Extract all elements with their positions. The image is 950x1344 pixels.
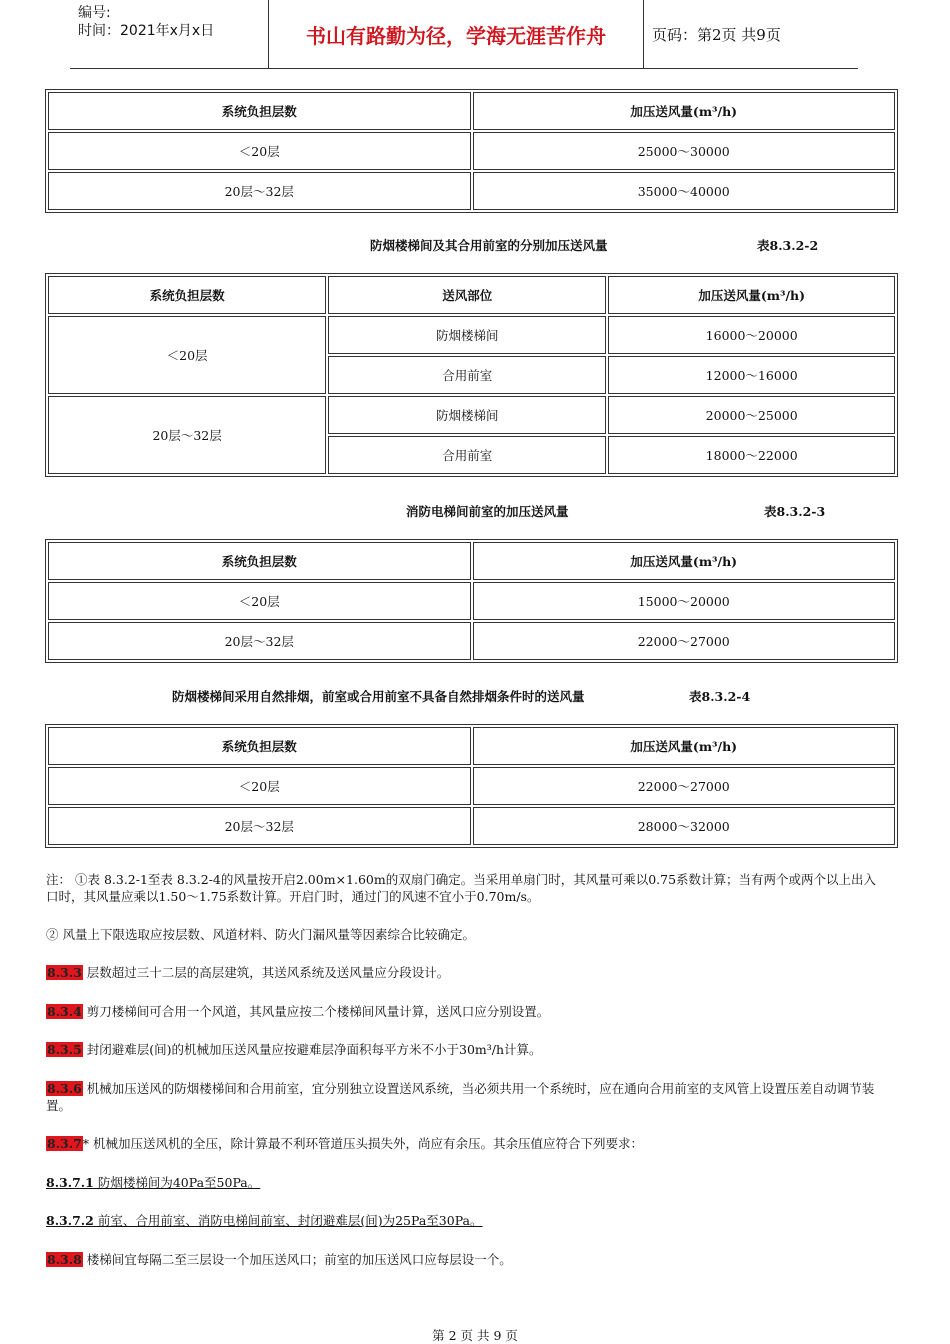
cell-location: 合用前室 [328,356,606,394]
cell-airflow: 18000～22000 [608,436,895,474]
clause-number: 8.3.8 [47,1252,82,1267]
note-1: 注： ①表 8.3.2-1至表 8.3.2-4的风量按开启2.00m×1.60m的双扇门确定。当采用单扇门时，其风量可乘以0.75系数计算；当有两个或两个以上出入口时，其风量应乘以1.50～1.75系数计算。开启门时，通过门的风速不宜小于0.70m/s。 [46,872,877,904]
cell-airflow: 22000～27000 [473,622,896,660]
cell-airflow: 16000～20000 [608,316,895,354]
clause-text: 层数超过三十二层的高层建筑，其送风系统及送风量应分段设计。 [82,965,450,980]
clause-text: 前室、合用前室、消防电梯间前室、封闭避难层(间)为25Pa至30Pa。 [93,1213,483,1228]
cell-floors: ＜20层 [48,767,471,805]
table-8-3-2-4 [45,724,898,848]
table-8-3-2-2 [45,273,898,477]
clause-text: 剪刀楼梯间可合用一个风道，其风量应按二个楼梯间风量计算，送风口应分别设置。 [82,1004,550,1019]
cell-airflow: 25000～30000 [473,132,896,170]
cell-airflow: 12000～16000 [608,356,895,394]
cell-floors: 20层～32层 [48,172,471,210]
col-header: 加压送风量(m³/h) [473,542,896,580]
table-8-3-2-3 [45,539,898,663]
table-row [48,316,895,354]
table-row [48,396,895,434]
table-row [48,132,895,170]
col-header: 送风部位 [328,276,606,314]
clause-8-3-7-1 [46,1174,882,1191]
cell-floors: 20层～32层 [48,396,326,474]
cell-floors: ＜20层 [48,132,471,170]
cell-airflow: 22000～27000 [473,767,896,805]
cell-floors: ＜20层 [48,582,471,620]
cell-airflow: 15000～20000 [473,582,896,620]
col-header: 加压送风量(m³/h) [473,727,896,765]
note-2: ② 风量上下限选取应按层数、风道材料、防火门漏风量等因素综合比较确定。 [46,927,475,942]
header-meta [78,4,268,40]
table-header-row [48,92,895,130]
clause-number: 8.3.7.2 [46,1213,94,1228]
cell-floors: 20层～32层 [48,807,471,845]
clause-number: 8.3.4 [47,1004,82,1019]
col-header: 系统负担层数 [48,542,471,580]
table-caption [370,236,608,254]
clause-8-3-6 [46,1080,882,1114]
cell-floors: 20层～32层 [48,622,471,660]
cell-airflow: 20000～25000 [608,396,895,434]
col-header: 系统负担层数 [48,276,326,314]
header-motto: 书山有路勤为径，学海无涯苦作舟 [306,23,606,48]
clause-text: 机械加压送风的防烟楼梯间和合用前室，宜分别独立设置送风系统，当必须共用一个系统时，应在通向合用前室的支风管上设置压差自动调节装置。 [46,1081,875,1113]
clause-number: 8.3.5 [47,1042,82,1057]
clause-text: 楼梯间宜每隔二至三层设一个加压送风口；前室的加压送风口应每层设一个。 [82,1252,512,1267]
header-divider [643,0,644,68]
clause-8-3-4 [46,1003,882,1020]
time-label: 时间：2021年x月x日 [78,23,215,39]
clause-number: 8.3.6 [47,1081,82,1096]
table-header-row [48,542,895,580]
cell-location: 合用前室 [328,436,606,474]
table-caption: 消防电梯间前室的加压送风量 [406,504,569,519]
table-header-row [48,727,895,765]
cell-airflow: 35000～40000 [473,172,896,210]
table-number: 表8.3.2-2 [757,238,819,253]
table-number: 表8.3.2-4 [689,689,751,704]
clause-text: 封闭避难层(间)的机械加压送风量应按避难层净面积每平方米不小于30m³/h计算。 [82,1042,542,1057]
cell-airflow: 28000～32000 [473,807,896,845]
caption-text: 防烟楼梯间及其合用前室的分别加压送风量 [370,238,608,253]
cell-floors: ＜20层 [48,316,326,394]
page-header [70,0,858,69]
clause-text: * 机械加压送风机的全压，除计算最不利环管道压头损失外，尚应有余压。其余压值应符合下列要求： [82,1136,644,1151]
cell-location: 防烟楼梯间 [328,396,606,434]
col-header: 系统负担层数 [48,727,471,765]
table-row [48,622,895,660]
clause-8-3-7 [46,1135,882,1152]
table-header-row [48,276,895,314]
clause-text: 防烟楼梯间为40Pa至50Pa。 [93,1175,261,1190]
clause-number: 8.3.7.1 [46,1175,94,1190]
cell-location: 防烟楼梯间 [328,316,606,354]
clause-8-3-3 [46,964,882,981]
table-row [48,582,895,620]
page-footer: 第 2 页 共 9 页 [432,1328,518,1343]
header-page-label: 页码：第2页 共9页 [652,25,781,44]
table-caption: 防烟楼梯间采用自然排烟，前室或合用前室不具备自然排烟条件时的送风量 [172,689,585,704]
table-8-3-2-1 [45,89,898,213]
clause-number: 8.3.3 [47,965,82,980]
clause-8-3-8 [46,1251,882,1268]
clause-8-3-7-2 [46,1212,882,1229]
clause-number: 8.3.7 [47,1136,82,1151]
table-row [48,767,895,805]
col-header: 加压送风量(m³/h) [473,92,896,130]
table-number: 表8.3.2-3 [764,504,826,519]
table-row [48,807,895,845]
number-label: 编号: [78,5,111,21]
clause-8-3-5 [46,1041,882,1058]
col-header: 系统负担层数 [48,92,471,130]
col-header: 加压送风量(m³/h) [608,276,895,314]
table-row [48,172,895,210]
